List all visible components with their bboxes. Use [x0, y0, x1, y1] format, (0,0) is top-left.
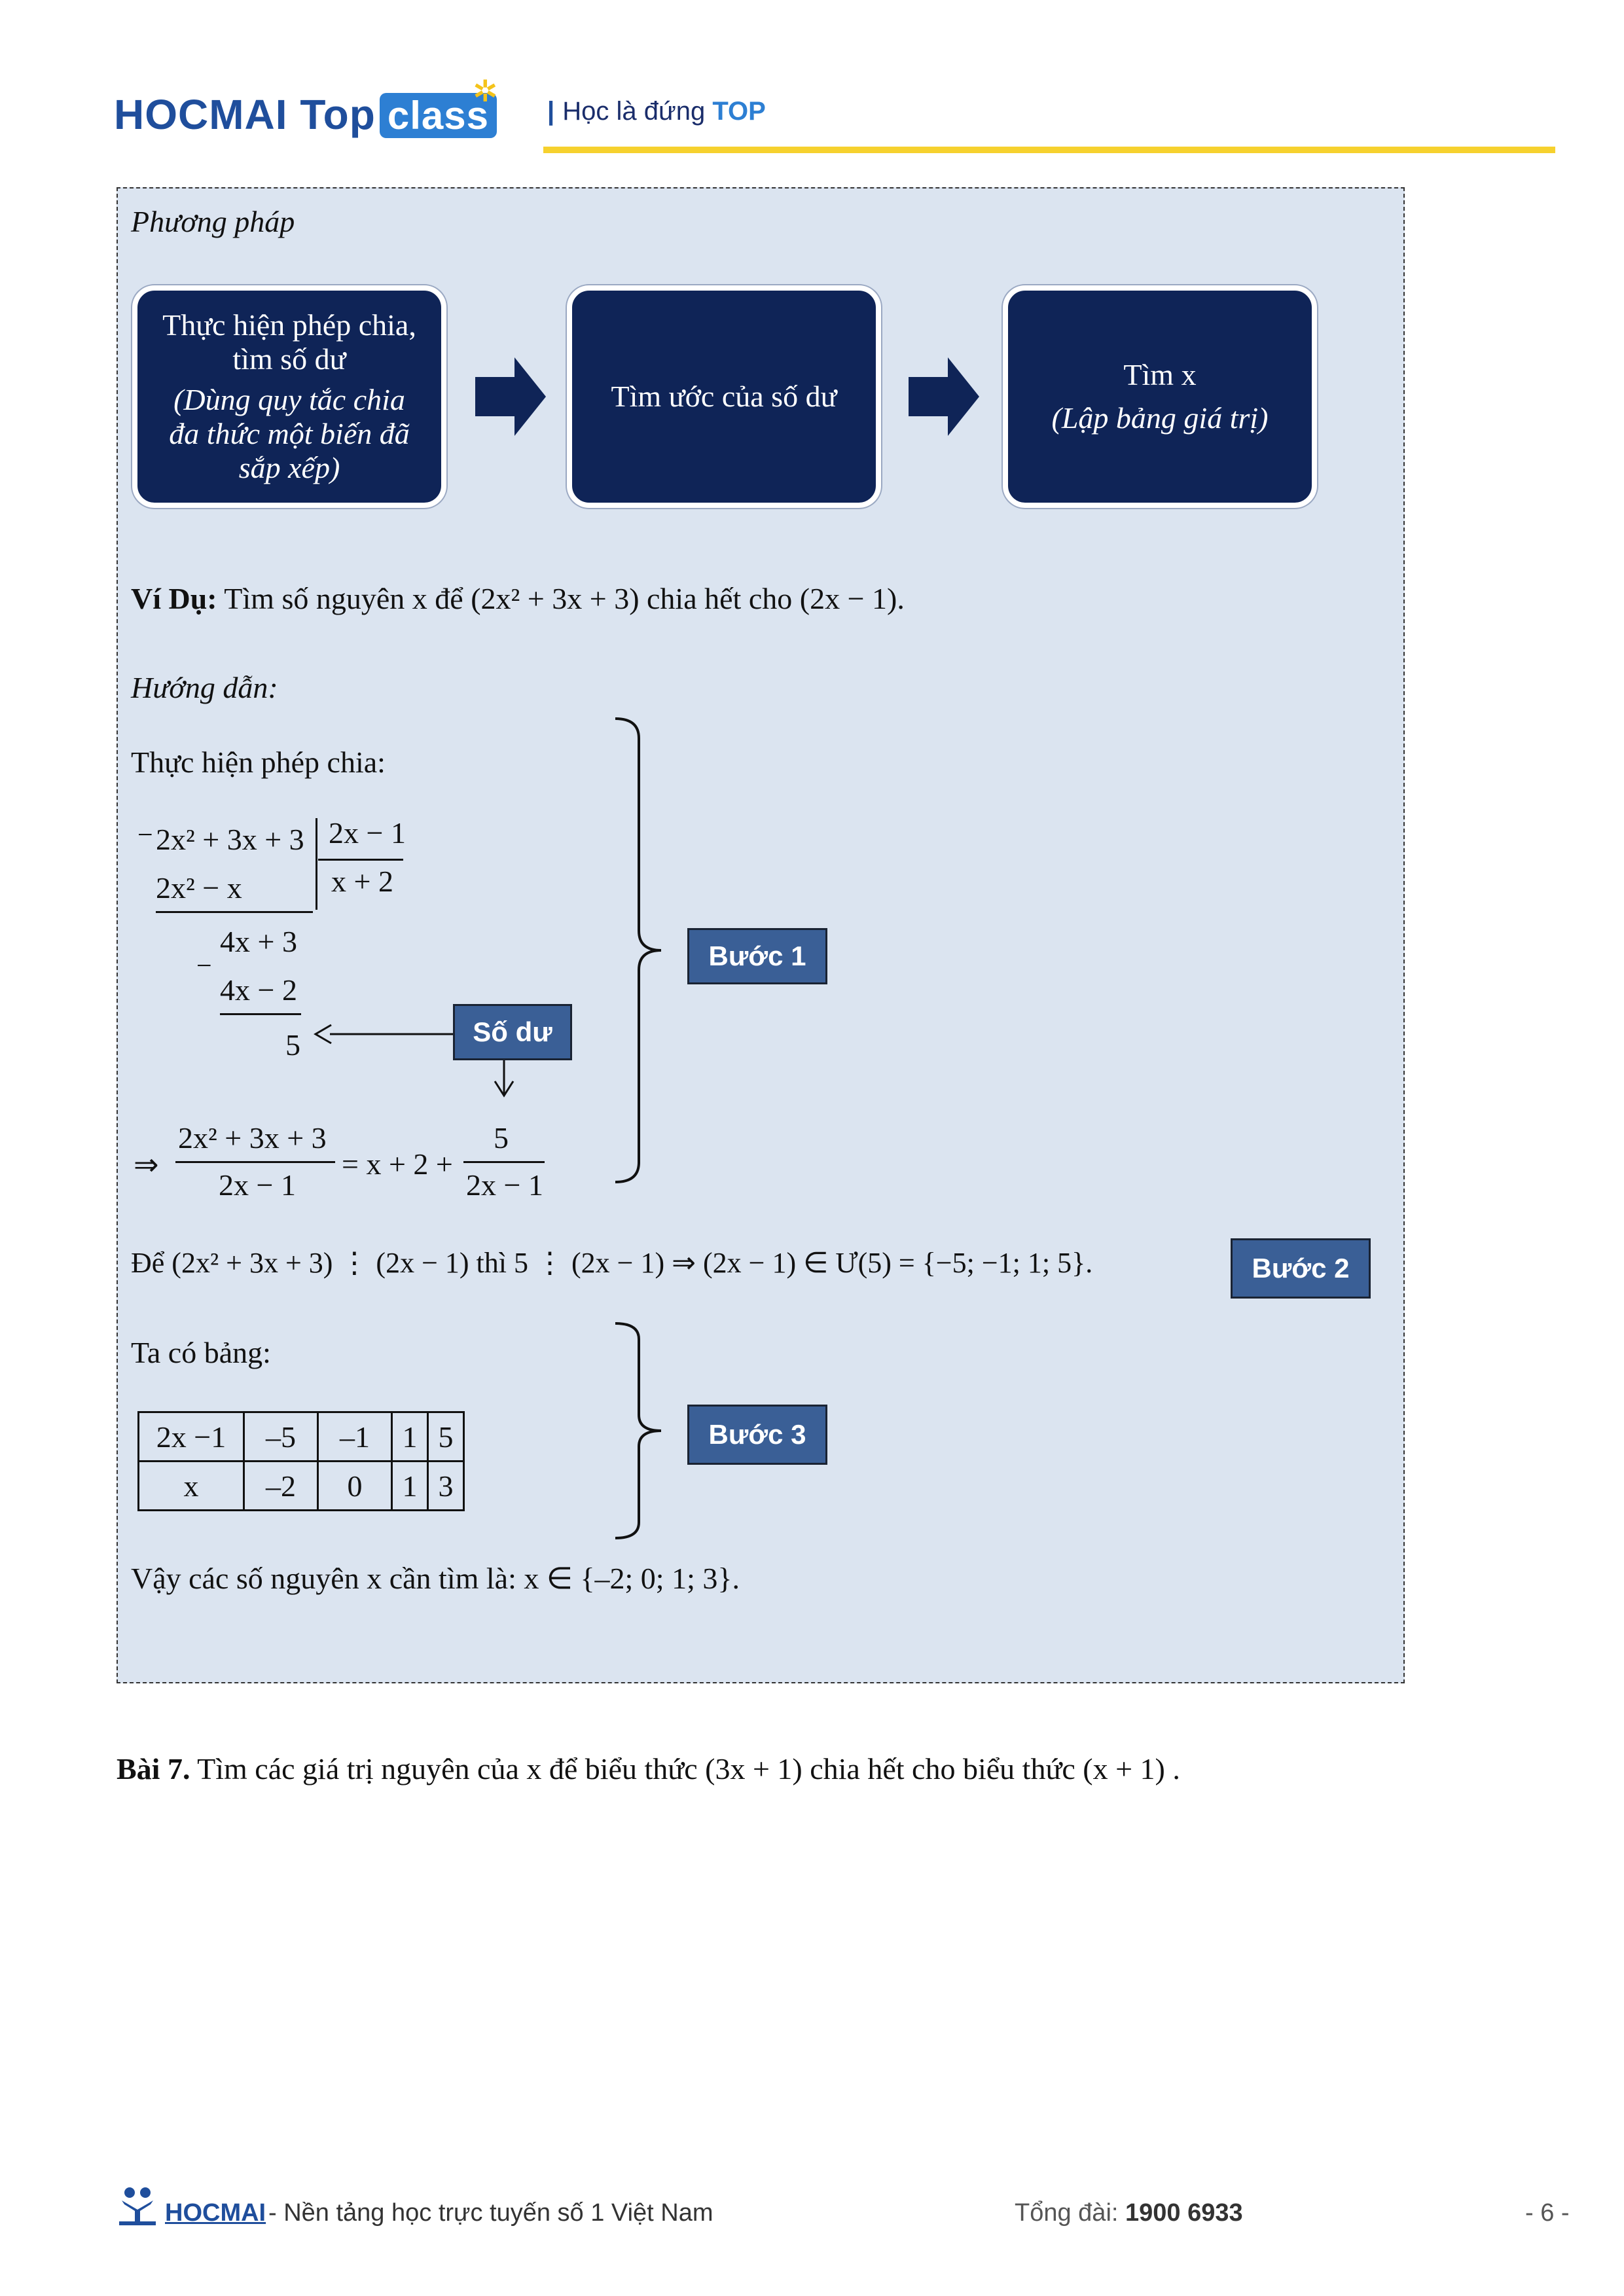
arrow-left-icon [310, 1021, 454, 1047]
logo-star-icon: ✲ [473, 75, 498, 108]
conclusion-line [131, 1560, 740, 1596]
long-div-divisor-line [318, 859, 403, 861]
table-cell: –1 [318, 1412, 392, 1462]
table-cell: 0 [318, 1462, 392, 1511]
hotline-number: 1900 6933 [1125, 2199, 1243, 2227]
step3-note: (Lập bảng giá trị) [1051, 401, 1269, 435]
long-div-sub1: 2x² − x [156, 871, 242, 905]
conclusion-mid: cần tìm là: [389, 1562, 516, 1595]
step2-text: Tìm ước của số dư [611, 380, 837, 413]
long-div-bar [316, 818, 317, 910]
table-row [139, 1412, 464, 1462]
step1-label: Bước 1 [687, 928, 827, 984]
long-div-dividend: 2x² + 3x + 3 [156, 823, 304, 856]
logo-main: HOCMAI [114, 91, 288, 138]
step-card-divisors [567, 285, 881, 508]
result-rem-line [463, 1161, 545, 1163]
example-statement [131, 581, 905, 616]
step1-note2: đa thức một biến đã [169, 417, 410, 450]
exercise-expr2: (x + 1) [1083, 1752, 1165, 1785]
example-var-x: x [412, 582, 427, 615]
table-cell: 2x −1 [139, 1412, 244, 1462]
exercise-label: Bài 7. [117, 1752, 190, 1785]
slogan-bar: | [547, 97, 555, 126]
example-divisor: (2x − 1) [799, 582, 897, 615]
step1-line2: tìm số dư [232, 342, 346, 376]
arrow-right-icon [475, 357, 547, 436]
arrow-down-icon [491, 1060, 517, 1100]
arrow-right-icon [909, 357, 981, 436]
long-div-sub2: 4x − 2 [220, 973, 297, 1007]
table-cell: 5 [428, 1412, 464, 1462]
exercise-text2: để biểu thức [549, 1752, 698, 1785]
example-end: . [897, 582, 905, 615]
brace-step3 [609, 1319, 668, 1542]
division-intro: Thực hiện phép chia: [131, 745, 386, 779]
exercise-statement [117, 1751, 1180, 1786]
slogan-top: TOP [712, 97, 766, 126]
long-div-rem1: 4x + 3 [220, 925, 297, 958]
result-rem-den: 2x − 1 [466, 1168, 543, 1202]
result-frac-line [175, 1161, 335, 1163]
step1-line1: Thực hiện phép chia, [162, 308, 416, 342]
long-div-divisor: 2x − 1 [329, 816, 406, 850]
table-cell: 1 [392, 1462, 428, 1511]
method-title: Phương pháp [131, 205, 295, 238]
example-label: Ví Dụ: [131, 582, 217, 615]
long-div-minus1: − [137, 820, 153, 850]
logo-class: class [380, 93, 497, 138]
conclusion-prefix: Vậy các số nguyên [131, 1562, 359, 1595]
long-div-remainder: 5 [285, 1028, 300, 1062]
table-intro: Ta có bảng: [131, 1336, 271, 1369]
table-cell: –5 [244, 1412, 318, 1462]
long-div-quotient: x + 2 [331, 865, 393, 898]
brand-logo [114, 90, 497, 139]
table-cell: x [139, 1462, 244, 1511]
exercise-end: . [1172, 1752, 1180, 1785]
step2-label: Bước 2 [1231, 1238, 1371, 1299]
step3-label: Bước 3 [687, 1405, 827, 1465]
step3-line1: Tìm x [1123, 358, 1197, 391]
long-div-line1 [156, 911, 313, 913]
page-number: - 6 - [1525, 2199, 1570, 2227]
exercise-text1: Tìm các giá trị nguyên của [197, 1752, 519, 1785]
result-implies: ⇒ [134, 1148, 159, 1181]
conclusion-set: x ∈ {–2; 0; 1; 3} [524, 1562, 732, 1595]
long-div-line2 [220, 1013, 301, 1015]
table-cell: 3 [428, 1462, 464, 1511]
exercise-text3: chia hết cho biểu thức [810, 1752, 1075, 1785]
hotline-label: Tổng đài: [1015, 2199, 1119, 2227]
conclusion-end: . [732, 1562, 740, 1595]
table-cell: –2 [244, 1462, 318, 1511]
slogan-prefix: Học là đứng [562, 97, 706, 126]
step-card-division [132, 285, 446, 508]
value-table [137, 1411, 465, 1511]
result-rem-num: 5 [494, 1121, 509, 1155]
conclusion-var-x: x [367, 1562, 382, 1595]
exercise-expr1: (3x + 1) [705, 1752, 803, 1785]
so-du-label: Số dư [453, 1004, 572, 1060]
example-dividend: (2x² + 3x + 3) [471, 582, 640, 615]
step1-note1: (Dùng quy tắc chia [173, 383, 405, 416]
result-eq: = x + 2 + [342, 1147, 453, 1181]
long-div-minus2: − [196, 951, 212, 981]
hocmai-footer-icon [117, 2185, 158, 2227]
condition-line: Để (2x² + 3x + 3) ⋮ (2x − 1) thì 5 ⋮ (2x − 1) ⇒ (2x − 1) ∈ Ư(5) = {−5; −1; 1; 5}. [131, 1247, 1093, 1279]
guide-title: Hướng dẫn: [131, 671, 278, 704]
table-cell: 1 [392, 1412, 428, 1462]
logo-top: Top [300, 91, 376, 138]
exercise-var-x: x [526, 1752, 542, 1785]
result-frac-den: 2x − 1 [219, 1168, 296, 1202]
step-card-find-x [1003, 285, 1317, 508]
result-frac-num: 2x² + 3x + 3 [178, 1121, 327, 1155]
step1-note3: sắp xếp) [238, 451, 340, 484]
example-text-de: để [435, 582, 463, 615]
brace-step1 [609, 715, 668, 1186]
header-slogan [547, 97, 766, 126]
footer-hotline [1015, 2199, 1243, 2227]
footer-brand-link[interactable]: HOCMAI [165, 2199, 266, 2227]
footer-tagline: - Nền tảng học trực tuyến số 1 Việt Nam [268, 2199, 713, 2227]
header-divider [543, 147, 1555, 153]
example-text-before: Tìm số nguyên [224, 582, 405, 615]
example-text-mid: chia hết cho [647, 582, 793, 615]
table-row [139, 1462, 464, 1511]
